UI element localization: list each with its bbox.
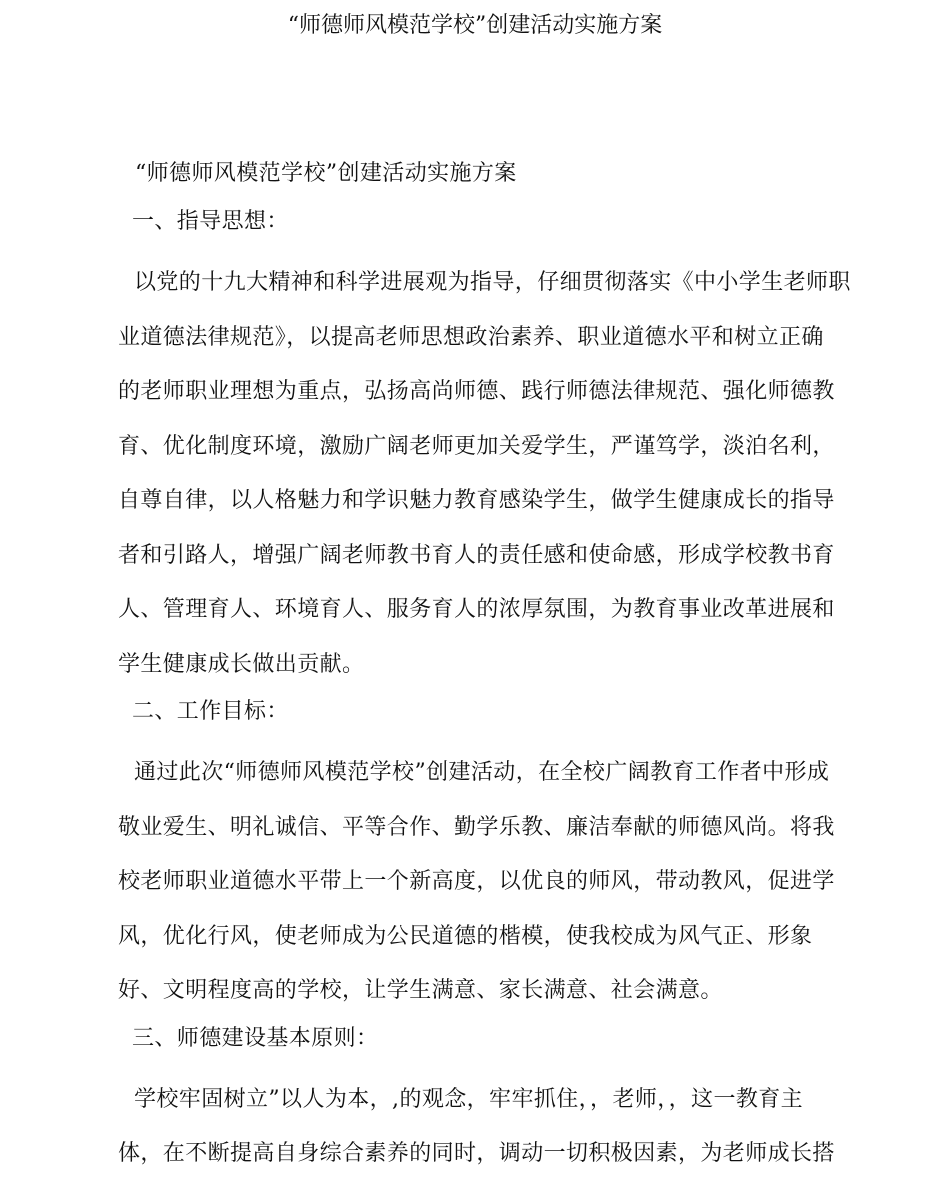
- section-paragraph-guiding-ideology: [118, 256, 851, 692]
- section-paragraph-work-goals: [118, 746, 842, 1019]
- paragraph-line: 业道德法律规范》，以提高老师思想政治素养、职业道德水平和树立正确: [118, 324, 824, 350]
- paragraph-line: 自尊自律，以人格魅力和学识魅力教育感染学生，做学生健康成长的指导: [118, 488, 835, 513]
- paragraph-line: 体，在不断提高自身综合素养的同时，调动一切积极因素，为老师成长搭: [118, 1141, 835, 1166]
- section-heading-work-goals: 二、工作目标：: [132, 699, 289, 724]
- section-heading-guiding-ideology: 一、指导思想：: [132, 209, 289, 234]
- paragraph-line: 通过此次“师德师风模范学校”创建活动，在全校广阔教育工作者中形成: [134, 760, 830, 785]
- paragraph-line: 敬业爱生、明礼诚信、平等合作、勤学乐教、廉洁奉献的师德风尚。将我: [118, 814, 835, 840]
- document-title: “师德师风模范学校”创建活动实施方案: [135, 161, 517, 186]
- paragraph-line: 的老师职业理想为重点，弘扬高尚师德、践行师德法律规范、强化师德教: [118, 379, 835, 404]
- paragraph-line: 学校牢固树立”以人为本，,的观念，牢牢抓住，，老师，，这一教育主: [134, 1086, 804, 1112]
- page-header-title: “师德师风模范学校”创建活动实施方案: [287, 13, 663, 38]
- paragraph-line: 好、文明程度高的学校，让学生满意、家长满意、社会满意。: [118, 978, 723, 1003]
- section-heading-basic-principles: 三、师德建设基本原则：: [132, 1025, 379, 1051]
- paragraph-line: 学生健康成长做出贡献。: [118, 651, 365, 677]
- paragraph-line: 校老师职业道德水平带上一个新高度，以优良的师风，带动教风，促进学: [118, 869, 835, 894]
- section-paragraph-basic-principles: [118, 1073, 842, 1182]
- paragraph-line: 风，优化行风，使老师成为公民道德的楷模，使我校成为风气正、形象: [118, 923, 813, 949]
- paragraph-line: 育、优化制度环境，激励广阔老师更加关爱学生，严谨笃学，淡泊名利，: [118, 433, 835, 459]
- paragraph-line: 者和引路人，增强广阔老师教书育人的责任感和使命感，形成学校教书育: [118, 542, 835, 568]
- paragraph-line: 以党的十九大精神和科学进展观为指导，仔细贯彻落实《中小学生老师职: [134, 270, 851, 295]
- paragraph-line: 人、管理育人、环境育人、服务育人的浓厚氛围，为教育事业改革进展和: [118, 597, 835, 622]
- document-body: [118, 154, 851, 1182]
